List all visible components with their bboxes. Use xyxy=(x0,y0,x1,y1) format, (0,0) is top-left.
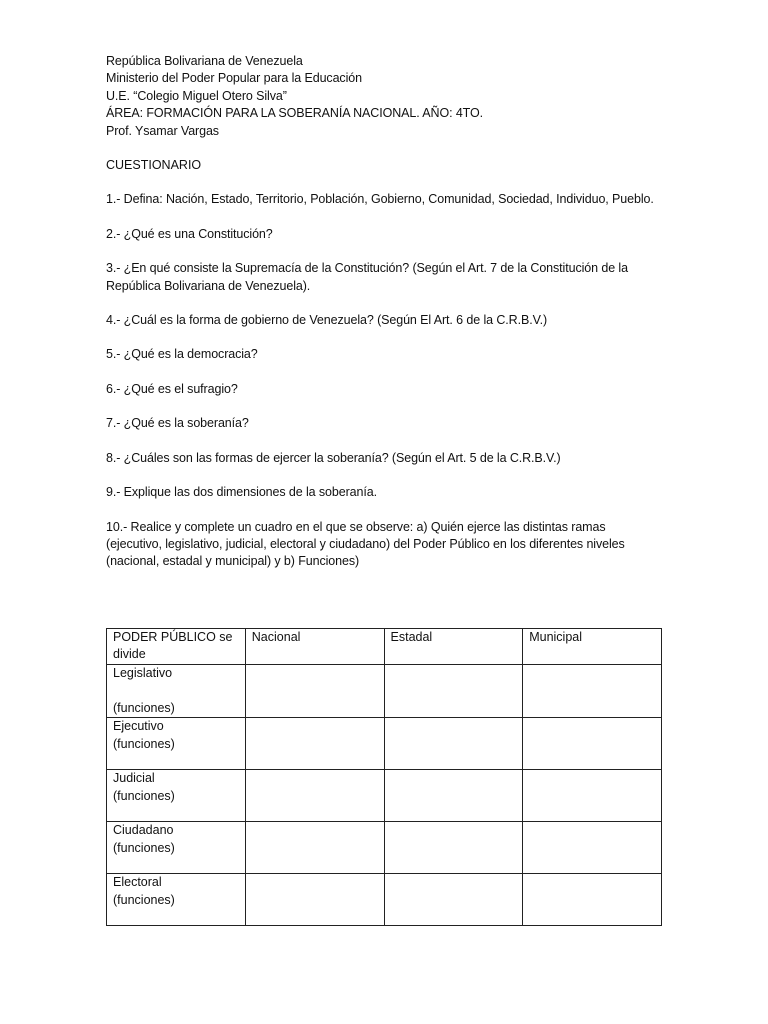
table-cell xyxy=(384,822,523,874)
question-5: 5.- ¿Qué es la democracia? xyxy=(106,347,258,362)
table-row xyxy=(107,665,662,718)
table-cell xyxy=(523,718,662,770)
branch-note: (funciones) xyxy=(113,736,175,751)
table-cell xyxy=(245,822,384,874)
question-6: 6.- ¿Qué es el sufragio? xyxy=(106,381,238,396)
table-row xyxy=(107,874,662,926)
table-cell xyxy=(523,822,662,874)
table-header-cell: PODER PÚBLICO se divide xyxy=(107,629,246,665)
document-header xyxy=(106,53,662,140)
table-row xyxy=(107,718,662,770)
question-list xyxy=(106,191,662,570)
question-2: 2.- ¿Qué es una Constitución? xyxy=(106,226,273,241)
branch-cell xyxy=(107,874,246,926)
branch-cell xyxy=(107,822,246,874)
table-header-cell: Nacional xyxy=(245,629,384,665)
table-header-cell: Municipal xyxy=(523,629,662,665)
table-cell xyxy=(384,665,523,718)
table-cell xyxy=(384,718,523,770)
branch-note: (funciones) xyxy=(113,700,175,715)
table-cell xyxy=(523,874,662,926)
branch-note: (funciones) xyxy=(113,840,175,855)
branch-name: Electoral xyxy=(113,875,162,890)
branch-cell xyxy=(107,718,246,770)
document-page xyxy=(106,53,662,571)
branch-name: Judicial xyxy=(113,771,155,786)
header-teacher: Prof. Ysamar Vargas xyxy=(106,123,219,138)
table-row xyxy=(107,822,662,874)
branch-cell xyxy=(107,665,246,718)
question-8: 8.- ¿Cuáles son las formas de ejercer la soberanía? (Según el Art. 5 de la C.R.B.V.) xyxy=(106,450,561,465)
branch-name: Ejecutivo xyxy=(113,719,164,734)
question-3: 3.- ¿En qué consiste la Supremacía de la Constitución? (Según el Art. 7 de la Constitución de la República Bolivariana de Venezuela). xyxy=(106,261,628,293)
table-header-cell: Estadal xyxy=(384,629,523,665)
table-cell xyxy=(384,770,523,822)
table-cell xyxy=(245,665,384,718)
table-cell xyxy=(523,770,662,822)
header-ministry: Ministerio del Poder Popular para la Educación xyxy=(106,71,362,86)
table-cell xyxy=(523,665,662,718)
branch-note: (funciones) xyxy=(113,788,175,803)
question-1: 1.- Defina: Nación, Estado, Territorio, Población, Gobierno, Comunidad, Sociedad, Individuo, Pueblo. xyxy=(106,192,654,207)
question-4: 4.- ¿Cuál es la forma de gobierno de Venezuela? (Según El Art. 6 de la C.R.B.V.) xyxy=(106,313,548,328)
questionnaire-heading: CUESTIONARIO xyxy=(106,158,202,173)
question-9: 9.- Explique las dos dimensiones de la soberanía. xyxy=(106,485,377,500)
question-7: 7.- ¿Qué es la soberanía? xyxy=(106,416,249,431)
table-cell xyxy=(245,770,384,822)
branch-name: Legislativo xyxy=(113,666,173,680)
question-10: 10.- Realice y complete un cuadro en el que se observe: a) Quién ejerce las distintas ramas (ejecutivo, legislativo, judicial, electoral y ciudadano) del Poder Público en los diferentes niveles (nacional, estadal y municipal) y b) Funciones) xyxy=(106,519,625,569)
public-power-table xyxy=(106,628,662,926)
table-row xyxy=(107,770,662,822)
table-header-row xyxy=(107,629,662,665)
table-cell xyxy=(245,718,384,770)
table-cell xyxy=(245,874,384,926)
branch-note: (funciones) xyxy=(113,892,175,907)
header-area: ÁREA: FORMACIÓN PARA LA SOBERANÍA NACIONAL. AÑO: 4TO. xyxy=(106,106,483,121)
branch-name: Ciudadano xyxy=(113,823,174,838)
header-country: República Bolivariana de Venezuela xyxy=(106,54,303,68)
header-school: U.E. “Colegio Miguel Otero Silva” xyxy=(106,88,287,103)
table-cell xyxy=(384,874,523,926)
branch-cell xyxy=(107,770,246,822)
